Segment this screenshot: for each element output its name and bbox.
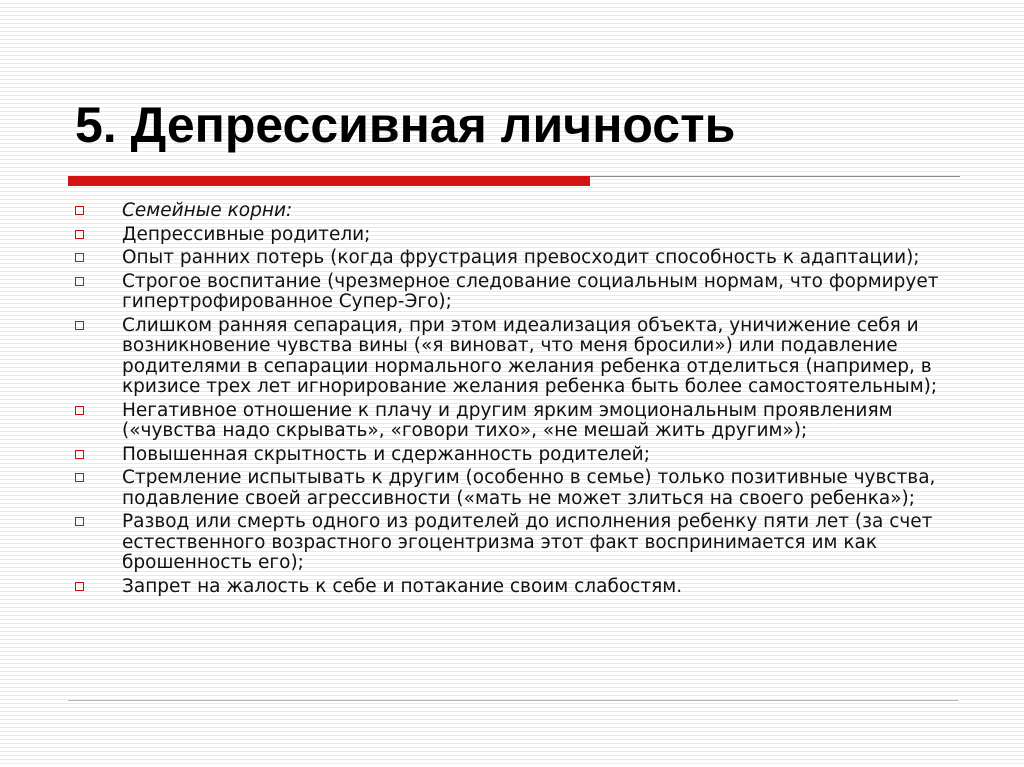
list-item <box>75 577 955 598</box>
list-item <box>75 445 955 466</box>
bullet-square-icon <box>75 321 84 330</box>
list-item-text: Запрет на жалость к себе и потакание своим слабостям. <box>122 575 683 597</box>
list-item <box>75 468 955 509</box>
bullet-list <box>75 201 955 600</box>
list-item-text: Депрессивные родители; <box>122 223 371 245</box>
list-item <box>75 401 955 442</box>
list-item-text: Слишком ранняя сепарация, при этом идеализация объекта, уничижение себя и возникновение чувства вины («я виноват, что меня бросили») или подавление родителями в сепарации нормального желания ребенка отделиться (например, в кризисе трех лет игнорирование желания ребенка быть более самостоятельным); <box>122 314 938 397</box>
bullet-square-icon <box>75 406 84 415</box>
title-accent-bar <box>68 176 590 186</box>
list-item <box>75 201 955 222</box>
bullet-square-icon <box>75 206 84 215</box>
list-item-text: Стремление испытывать к другим (особенно в семье) только позитивные чувства, подавление своей агрессивности («мать не может злиться на своего ребенка»); <box>122 467 936 509</box>
list-item <box>75 512 955 574</box>
bullet-square-icon <box>75 277 84 286</box>
list-item-text: Семейные корни: <box>122 200 293 221</box>
bullet-square-icon <box>75 253 84 262</box>
list-item-text: Опыт ранних потерь (когда фрустрация превосходит способность к адаптации); <box>122 247 920 268</box>
bullet-square-icon <box>75 517 84 526</box>
list-item <box>75 316 955 398</box>
list-item-text: Развод или смерть одного из родителей до исполнения ребенку пяти лет (за счет естественного возрастного эгоцентризма этот факт воспринимается им как брошенность его); <box>122 511 933 573</box>
slide-title: 5. Депрессивная личность <box>75 97 736 153</box>
bullet-square-icon <box>75 450 84 459</box>
bullet-square-icon <box>75 582 84 591</box>
list-item <box>75 272 955 313</box>
bullet-square-icon <box>75 473 84 482</box>
bullet-square-icon <box>75 230 84 239</box>
list-item <box>75 225 955 246</box>
list-item <box>75 248 955 269</box>
bottom-divider <box>68 700 958 701</box>
list-item-text: Повышенная скрытность и сдержанность родителей; <box>122 443 650 465</box>
list-item-text: Негативное отношение к плачу и другим ярким эмоциональным проявлениям («чувства надо скрывать», «говори тихо», «не мешай жить другим»); <box>122 399 893 441</box>
list-item-text: Строгое воспитание (чрезмерное следование социальным нормам, что формирует гипертрофированное Супер-Эго); <box>122 270 939 312</box>
